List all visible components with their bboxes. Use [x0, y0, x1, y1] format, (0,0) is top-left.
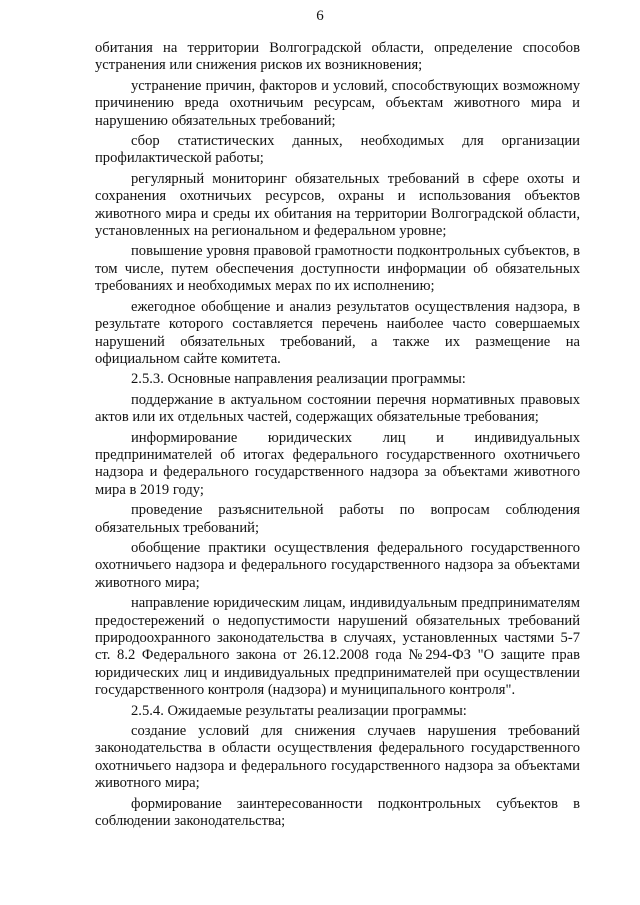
paragraph: обобщение практики осуществления федерального государственного охотничьего надзора и федерального государственного надзора за объектами животного мира; [95, 539, 580, 591]
paragraph: сбор статистических данных, необходимых для организации профилактической работы; [95, 133, 580, 167]
paragraph: повышение уровня правовой грамотности подконтрольных субъектов, в том числе, путем обеспечения доступности информации об обязательных требованиях и необходимых мерах по их исполнению; [95, 243, 580, 295]
paragraph: обитания на территории Волгоградской области, определение способов устранения или снижения рисков их возникновения; [95, 40, 580, 74]
paragraph: регулярный мониторинг обязательных требований в сфере охоты и сохранения охотничьих ресурсов, охраны и использования объектов животного мира и среды их обитания на территории Волгоградской области, установленных на региональном и федеральном уровне; [95, 170, 580, 240]
paragraph: поддержание в актуальном состоянии перечня нормативных правовых актов или их отдельных частей, содержащих обязательные требования; [95, 391, 580, 426]
paragraph: направление юридическим лицам, индивидуальным предпринимателям предостережений о недопустимости нарушений обязательных требований природоохранного законодательства в случаях, установленных частями 5-7 ст. 8.2 Федерального закона от 26.12.2008 года №294-ФЗ "О защите прав юридических лиц и индивидуальных предпринимателей при осуществлении государственного контроля (надзора) и муниципального контроля". [95, 595, 580, 699]
page-number: 6 [316, 8, 324, 24]
paragraph: создание условий для снижения случаев нарушения требований законодательства в области осуществления федерального государственного охотничьего надзора и федерального государственного надзора за объектами животного мира; [95, 723, 580, 792]
paragraph: ежегодное обобщение и анализ результатов осуществления надзора, в результате которого составляется перечень наиболее часто совершаемых нарушений обязательных требований, а также их размещение на официальном сайте комитета. [95, 298, 580, 367]
section-heading: 2.5.4. Ожидаемые результаты реализации программы: [131, 702, 467, 719]
paragraph: формирование заинтересованности подконтрольных субъектов в соблюдении законодательства; [95, 795, 580, 830]
paragraph: информирование юридических лиц и индивидуальных предпринимателей об итогах федерального государственного охотничьего надзора и федерального государственного надзора за объектами животного мира в 2019 году; [95, 429, 580, 498]
paragraph: устранение причин, факторов и условий, способствующих возможному причинению вреда охотничьим ресурсам, объектам животного мира и нарушению обязательных требований; [95, 77, 580, 129]
document-body [95, 40, 580, 833]
section-heading: 2.5.3. Основные направления реализации программы: [131, 371, 466, 388]
paragraph: проведение разъяснительной работы по вопросам соблюдения обязательных требований; [95, 502, 580, 536]
